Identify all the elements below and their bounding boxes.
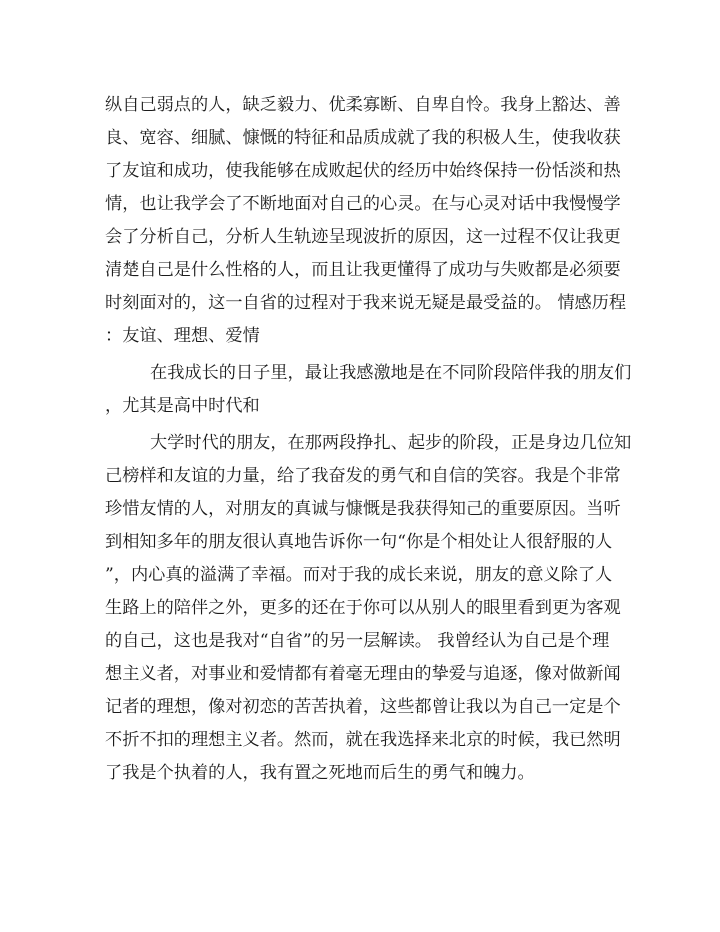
text-line: 记者的理想，像对初恋的苦苦执着，这些都曾让我以为自己一定是个: [105, 697, 621, 717]
text-line: ，尤其是高中时代和: [105, 396, 260, 416]
text-line: 不折不扣的理想主义者。然而，就在我选择来北京的时候，我已然明: [105, 730, 621, 750]
text-line: 时刻面对的，这一自省的过程对于我来说无疑是最受益的。 情感历程: [105, 293, 627, 313]
text-line: 了我是个执着的人，我有置之死地而后生的勇气和魄力。: [105, 763, 535, 783]
text-line: 己榜样和友谊的力量，给了我奋发的勇气和自信的笑容。我是个非常: [105, 466, 621, 486]
text-line: ”，内心真的溢满了幸福。而对于我的成长来说，朋友的意义除了人: [105, 565, 613, 585]
text-line: 的自己，这也是我对“自省”的另一层解读。 我曾经认为自己是个理: [105, 631, 610, 651]
paragraph-first-line: 在我成长的日子里，最让我感激地是在不同阶段陪伴我的朋友们: [150, 363, 632, 383]
text-line: 到相知多年的朋友很认真地告诉你一句“你是个相处让人很舒服的人: [105, 532, 613, 552]
text-line: 想主义者，对事业和爱情都有着毫无理由的挚爱与追逐，像对做新闻: [105, 664, 621, 684]
text-line: 会了分析自己，分析人生轨迹呈现波折的原因，这一过程不仅让我更: [105, 227, 621, 247]
text-line: ：友谊、理想、爱情: [105, 326, 260, 346]
text-line: 了友谊和成功，使我能够在成败起伏的经历中始终保持一份恬淡和热: [105, 161, 621, 181]
text-line: 生路上的陪伴之外，更多的还在于你可以从别人的眼里看到更为客观: [105, 598, 621, 618]
text-line: 清楚自己是什么性格的人，而且让我更懂得了成功与失败都是必须要: [105, 260, 621, 280]
text-line: 纵自己弱点的人，缺乏毅力、优柔寡断、自卑自怜。我身上豁达、善: [105, 95, 621, 115]
text-line: 情，也让我学会了不断地面对自己的心灵。在与心灵对话中我慢慢学: [105, 194, 621, 214]
paragraph-first-line: 大学时代的朋友，在那两段挣扎、起步的阶段，正是身边几位知: [150, 433, 632, 453]
text-line: 良、宽容、细腻、慷慨的特征和品质成就了我的积极人生，使我收获: [105, 128, 621, 148]
text-line: 珍惜友情的人，对朋友的真诚与慷慨是我获得知己的重要原因。当听: [105, 499, 621, 519]
